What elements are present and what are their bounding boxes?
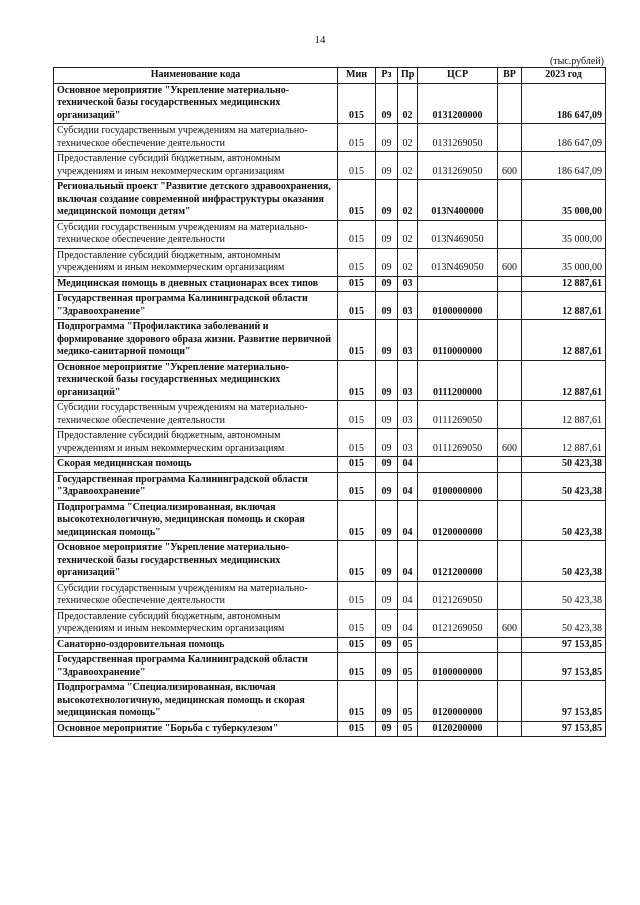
row-pr: 03 <box>398 360 418 401</box>
row-rz: 09 <box>376 124 398 152</box>
table-row <box>54 220 606 248</box>
row-rz: 09 <box>376 152 398 180</box>
row-vr <box>498 180 522 221</box>
row-csr: 0131269050 <box>418 124 498 152</box>
row-amount: 12 887,61 <box>522 292 606 320</box>
row-vr <box>498 401 522 429</box>
row-pr: 02 <box>398 248 418 276</box>
row-csr: 0120000000 <box>418 681 498 722</box>
table-row <box>54 541 606 582</box>
row-pr: 04 <box>398 541 418 582</box>
row-vr: 600 <box>498 429 522 457</box>
row-csr: 0100000000 <box>418 653 498 681</box>
table-row <box>54 681 606 722</box>
row-name: Основное мероприятие "Укрепление материально-технической базы государственных медицинских организаций" <box>54 83 338 124</box>
row-pr: 05 <box>398 637 418 653</box>
row-pr: 05 <box>398 653 418 681</box>
row-rz: 09 <box>376 180 398 221</box>
row-name: Основное мероприятие "Укрепление материально-технической базы государственных медицинских организаций" <box>54 541 338 582</box>
row-vr: 600 <box>498 609 522 637</box>
row-pr: 04 <box>398 472 418 500</box>
row-name: Предоставление субсидий бюджетным, автономным учреждениям и иным некоммерческим организациям <box>54 152 338 180</box>
row-csr: 0131269050 <box>418 152 498 180</box>
units-label: (тыс.рублей) <box>549 56 604 67</box>
table-row <box>54 276 606 292</box>
table-row <box>54 248 606 276</box>
row-pr: 02 <box>398 83 418 124</box>
row-amount: 50 423,38 <box>522 581 606 609</box>
row-min: 015 <box>338 276 376 292</box>
budget-table <box>53 67 606 737</box>
row-vr <box>498 653 522 681</box>
row-name: Субсидии государственным учреждениям на материально-техническое обеспечение деятельности <box>54 581 338 609</box>
row-csr: 013N400000 <box>418 180 498 221</box>
row-rz: 09 <box>376 220 398 248</box>
row-rz: 09 <box>376 276 398 292</box>
row-amount: 97 153,85 <box>522 653 606 681</box>
row-amount: 50 423,38 <box>522 472 606 500</box>
row-min: 015 <box>338 653 376 681</box>
row-name: Подпрограмма "Профилактика заболеваний и формирование здорового образа жизни. Развитие первичной медико-санитарной помощи" <box>54 320 338 361</box>
row-pr: 04 <box>398 457 418 473</box>
row-rz: 09 <box>376 248 398 276</box>
row-vr <box>498 500 522 541</box>
row-name: Субсидии государственным учреждениям на материально-техническое обеспечение деятельности <box>54 220 338 248</box>
row-name: Субсидии государственным учреждениям на материально-техническое обеспечение деятельности <box>54 401 338 429</box>
row-amount: 50 423,38 <box>522 541 606 582</box>
row-pr: 05 <box>398 721 418 737</box>
table-row <box>54 609 606 637</box>
row-amount: 97 153,85 <box>522 681 606 722</box>
table-row <box>54 581 606 609</box>
table-row <box>54 653 606 681</box>
row-csr: 0110000000 <box>418 320 498 361</box>
row-vr: 600 <box>498 248 522 276</box>
table-row <box>54 360 606 401</box>
table-row <box>54 124 606 152</box>
row-pr: 04 <box>398 500 418 541</box>
row-min: 015 <box>338 500 376 541</box>
row-rz: 09 <box>376 500 398 541</box>
row-amount: 186 647,09 <box>522 124 606 152</box>
row-rz: 09 <box>376 472 398 500</box>
row-min: 015 <box>338 429 376 457</box>
row-rz: 09 <box>376 457 398 473</box>
row-name: Подпрограмма "Специализированная, включая высокотехнологичную, медицинская помощь и скорая медицинская помощь" <box>54 500 338 541</box>
row-csr: 013N469050 <box>418 220 498 248</box>
row-rz: 09 <box>376 609 398 637</box>
row-rz: 09 <box>376 721 398 737</box>
table-row <box>54 83 606 124</box>
row-vr <box>498 124 522 152</box>
row-pr: 03 <box>398 429 418 457</box>
table-row <box>54 457 606 473</box>
row-vr <box>498 457 522 473</box>
table-row <box>54 152 606 180</box>
row-vr <box>498 220 522 248</box>
header-min: Мин <box>338 68 376 84</box>
row-name: Санаторно-оздоровительная помощь <box>54 637 338 653</box>
table-row <box>54 429 606 457</box>
row-csr: 0121269050 <box>418 609 498 637</box>
row-csr: 0100000000 <box>418 472 498 500</box>
row-pr: 03 <box>398 320 418 361</box>
row-amount: 12 887,61 <box>522 320 606 361</box>
row-pr: 03 <box>398 401 418 429</box>
row-csr <box>418 637 498 653</box>
row-rz: 09 <box>376 360 398 401</box>
header-rz: Рз <box>376 68 398 84</box>
table-row <box>54 721 606 737</box>
row-name: Основное мероприятие "Укрепление материально-технической базы государственных медицинских организаций" <box>54 360 338 401</box>
row-min: 015 <box>338 581 376 609</box>
row-vr <box>498 681 522 722</box>
table-row <box>54 180 606 221</box>
row-rz: 09 <box>376 83 398 124</box>
row-min: 015 <box>338 292 376 320</box>
row-min: 015 <box>338 180 376 221</box>
row-csr: 0111269050 <box>418 429 498 457</box>
table-row <box>54 320 606 361</box>
row-rz: 09 <box>376 581 398 609</box>
row-vr <box>498 541 522 582</box>
table-header-row <box>54 68 606 84</box>
row-min: 015 <box>338 401 376 429</box>
row-pr: 04 <box>398 581 418 609</box>
row-min: 015 <box>338 124 376 152</box>
row-min: 015 <box>338 681 376 722</box>
row-min: 015 <box>338 83 376 124</box>
row-name: Предоставление субсидий бюджетным, автономным учреждениям и иным некоммерческим организациям <box>54 248 338 276</box>
row-vr <box>498 721 522 737</box>
row-min: 015 <box>338 320 376 361</box>
row-csr: 0120000000 <box>418 500 498 541</box>
row-amount: 12 887,61 <box>522 276 606 292</box>
row-amount: 12 887,61 <box>522 429 606 457</box>
row-amount: 12 887,61 <box>522 401 606 429</box>
row-name: Государственная программа Калининградской области "Здравоохранение" <box>54 653 338 681</box>
row-amount: 186 647,09 <box>522 152 606 180</box>
table-row <box>54 292 606 320</box>
row-amount: 35 000,00 <box>522 180 606 221</box>
row-rz: 09 <box>376 401 398 429</box>
row-name: Субсидии государственным учреждениям на материально-техническое обеспечение деятельности <box>54 124 338 152</box>
row-amount: 50 423,38 <box>522 500 606 541</box>
row-name: Подпрограмма "Специализированная, включая высокотехнологичную, медицинская помощь и скорая медицинская помощь" <box>54 681 338 722</box>
page-number: 14 <box>314 34 326 46</box>
row-name: Основное мероприятие "Борьба с туберкулезом" <box>54 721 338 737</box>
row-rz: 09 <box>376 681 398 722</box>
row-vr <box>498 276 522 292</box>
row-name: Государственная программа Калининградской области "Здравоохранение" <box>54 292 338 320</box>
row-min: 015 <box>338 721 376 737</box>
table-row <box>54 472 606 500</box>
header-pr: Пр <box>398 68 418 84</box>
row-rz: 09 <box>376 637 398 653</box>
row-min: 015 <box>338 609 376 637</box>
row-rz: 09 <box>376 541 398 582</box>
row-vr <box>498 360 522 401</box>
row-pr: 02 <box>398 124 418 152</box>
row-csr: 0100000000 <box>418 292 498 320</box>
row-csr: 0121269050 <box>418 581 498 609</box>
row-csr: 0120200000 <box>418 721 498 737</box>
table-row <box>54 637 606 653</box>
row-vr <box>498 637 522 653</box>
row-amount: 35 000,00 <box>522 220 606 248</box>
header-name: Наименование кода <box>54 68 338 84</box>
row-name: Предоставление субсидий бюджетным, автономным учреждениям и иным некоммерческим организациям <box>54 429 338 457</box>
row-amount: 186 647,09 <box>522 83 606 124</box>
row-min: 015 <box>338 457 376 473</box>
row-name: Медицинская помощь в дневных стационарах всех типов <box>54 276 338 292</box>
row-min: 015 <box>338 637 376 653</box>
row-csr: 0121200000 <box>418 541 498 582</box>
row-vr: 600 <box>498 152 522 180</box>
row-csr: 013N469050 <box>418 248 498 276</box>
row-amount: 50 423,38 <box>522 457 606 473</box>
row-vr <box>498 320 522 361</box>
row-min: 015 <box>338 220 376 248</box>
row-amount: 12 887,61 <box>522 360 606 401</box>
row-rz: 09 <box>376 320 398 361</box>
row-csr: 0111269050 <box>418 401 498 429</box>
row-pr: 03 <box>398 276 418 292</box>
row-min: 015 <box>338 472 376 500</box>
row-csr <box>418 457 498 473</box>
row-amount: 50 423,38 <box>522 609 606 637</box>
row-min: 015 <box>338 152 376 180</box>
row-pr: 02 <box>398 152 418 180</box>
row-min: 015 <box>338 248 376 276</box>
row-pr: 02 <box>398 180 418 221</box>
row-name: Государственная программа Калининградской области "Здравоохранение" <box>54 472 338 500</box>
row-pr: 03 <box>398 292 418 320</box>
row-pr: 05 <box>398 681 418 722</box>
row-amount: 97 153,85 <box>522 637 606 653</box>
row-min: 015 <box>338 541 376 582</box>
header-vr: ВР <box>498 68 522 84</box>
header-amount: 2023 год <box>522 68 606 84</box>
row-csr: 0111200000 <box>418 360 498 401</box>
header-csr: ЦСР <box>418 68 498 84</box>
table-row <box>54 401 606 429</box>
row-rz: 09 <box>376 429 398 457</box>
row-name: Скорая медицинская помощь <box>54 457 338 473</box>
row-amount: 35 000,00 <box>522 248 606 276</box>
row-vr <box>498 83 522 124</box>
row-vr <box>498 472 522 500</box>
row-pr: 02 <box>398 220 418 248</box>
table-row <box>54 500 606 541</box>
row-name: Предоставление субсидий бюджетным, автономным учреждениям и иным некоммерческим организациям <box>54 609 338 637</box>
row-rz: 09 <box>376 653 398 681</box>
row-vr <box>498 581 522 609</box>
row-pr: 04 <box>398 609 418 637</box>
row-min: 015 <box>338 360 376 401</box>
row-vr <box>498 292 522 320</box>
row-rz: 09 <box>376 292 398 320</box>
row-name: Региональный проект "Развитие детского здравоохранения, включая создание современной инфраструктуры оказания медицинской помощи детям" <box>54 180 338 221</box>
row-csr <box>418 276 498 292</box>
row-csr: 0131200000 <box>418 83 498 124</box>
row-amount: 97 153,85 <box>522 721 606 737</box>
